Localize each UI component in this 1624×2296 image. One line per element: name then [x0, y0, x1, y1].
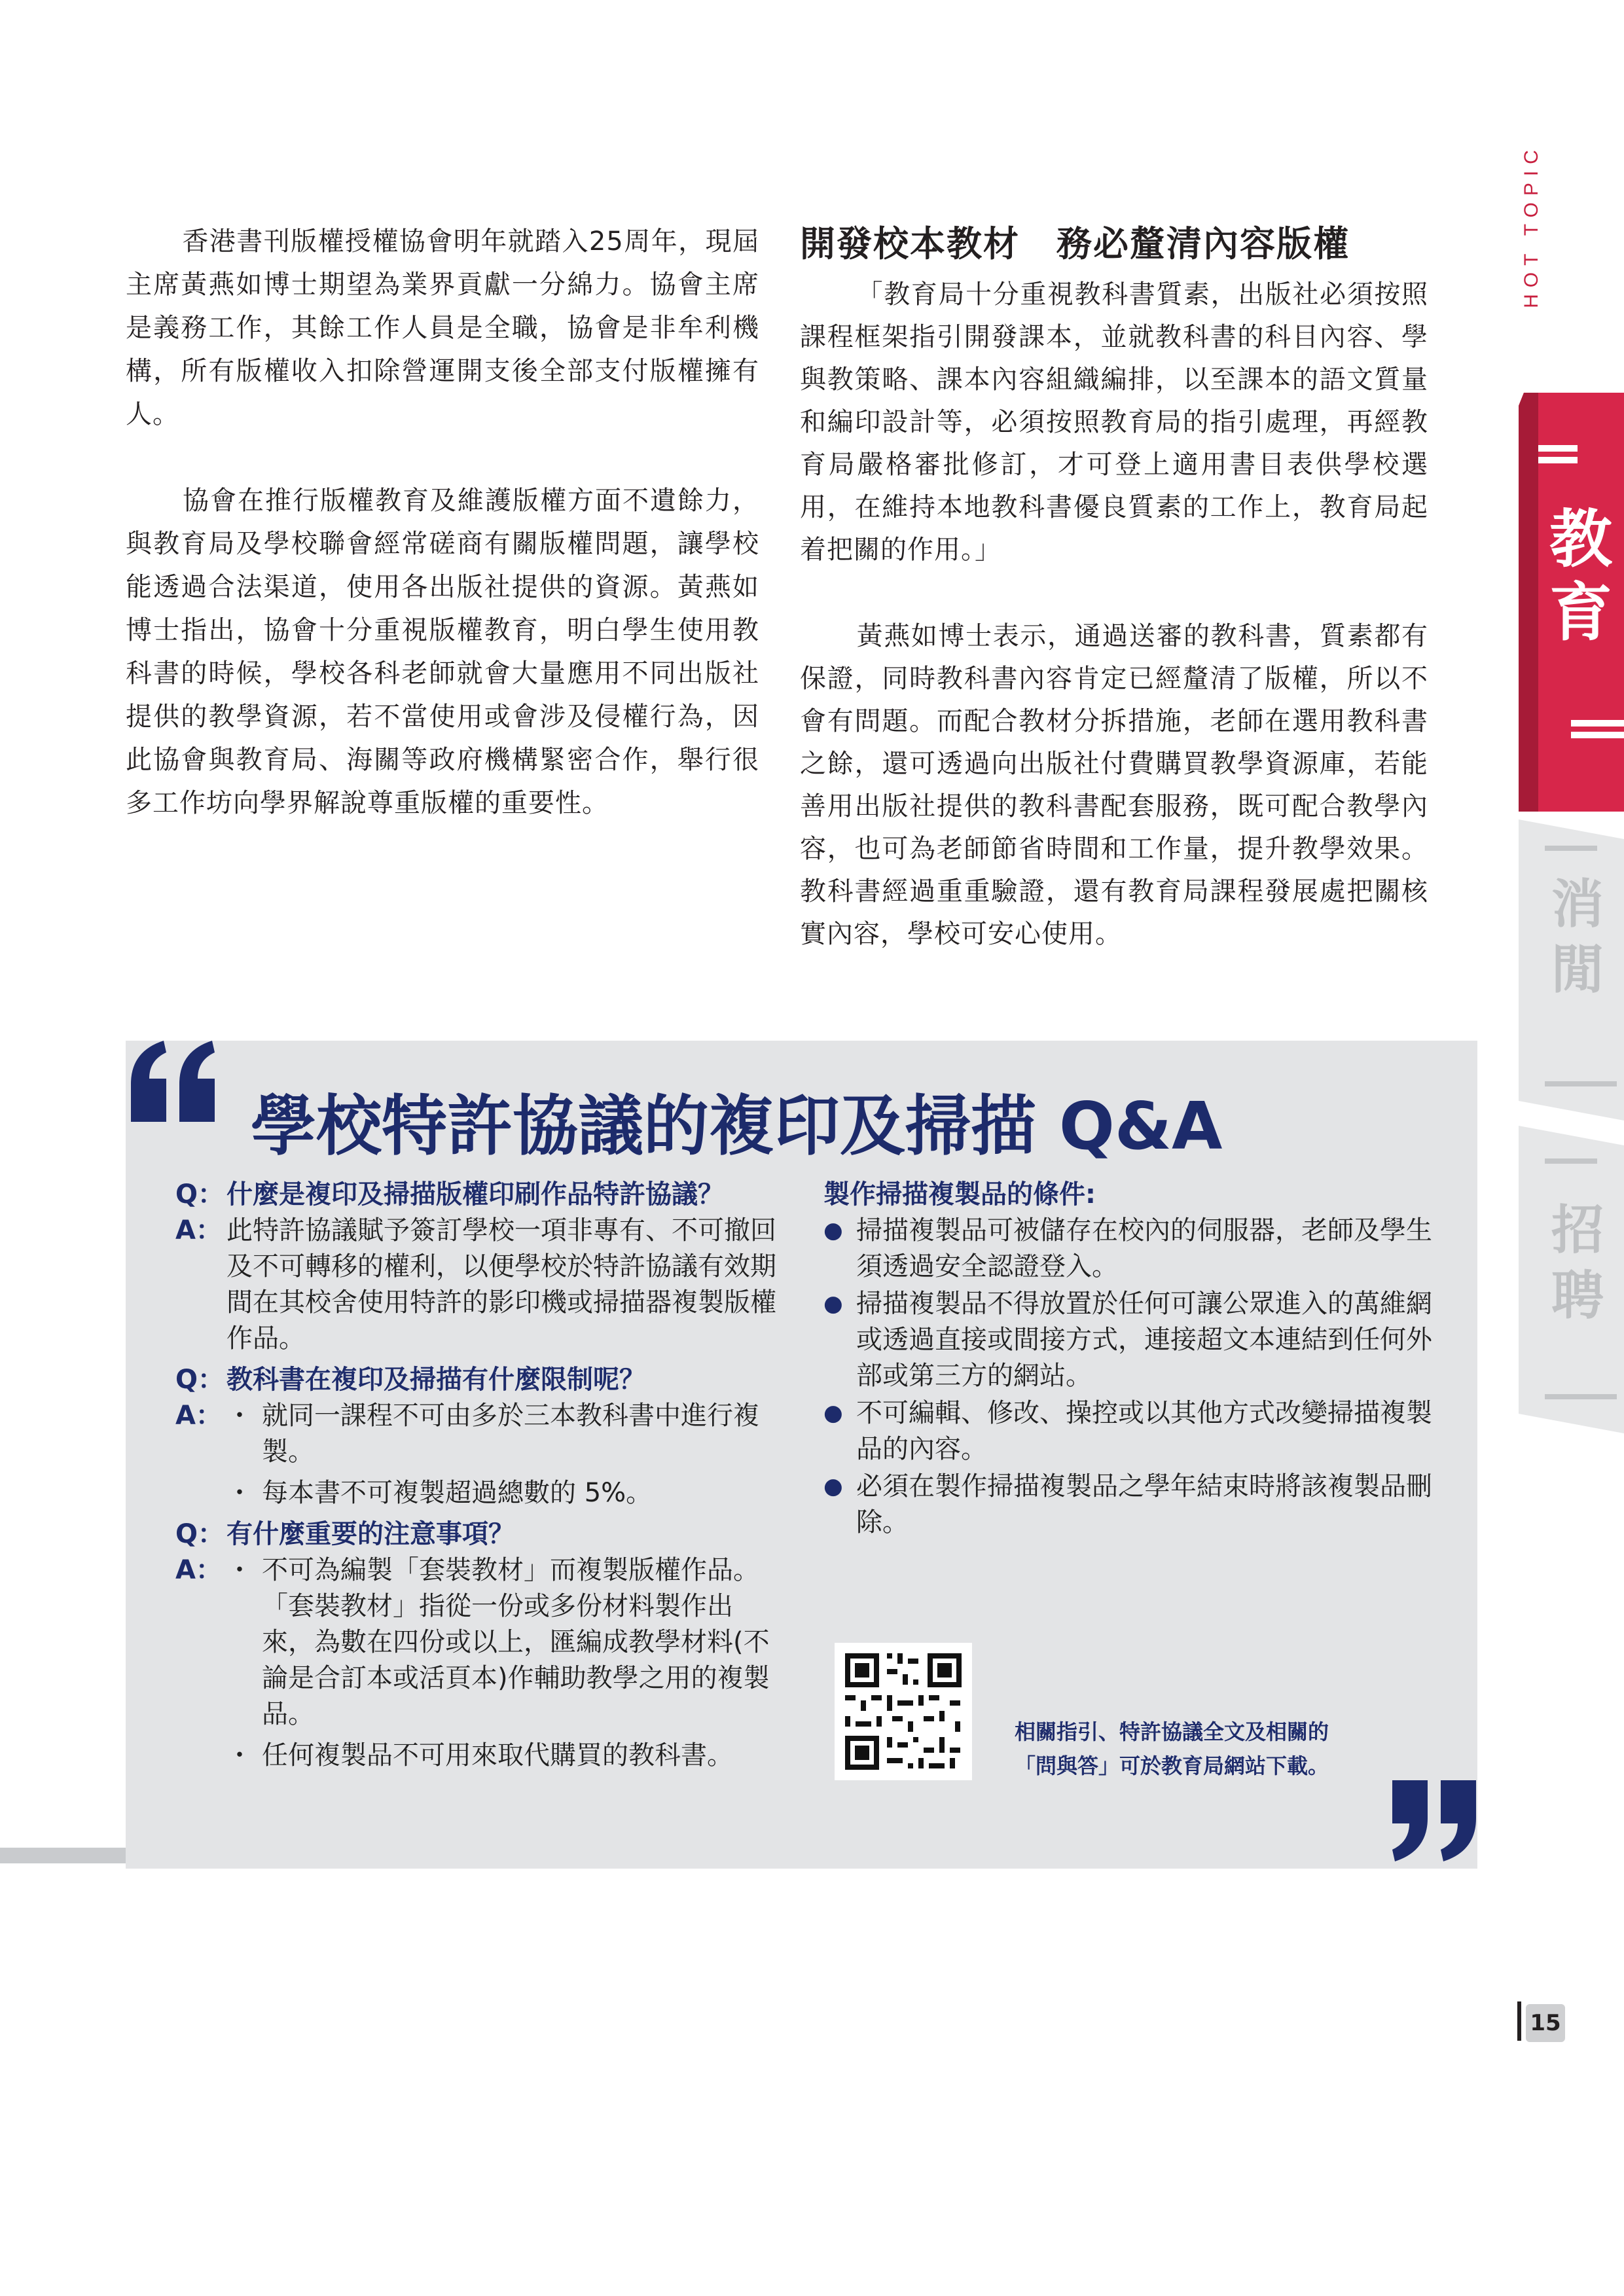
gray-strip [0, 1848, 126, 1863]
page-number-bar [1517, 2001, 1521, 2041]
tab-education[interactable] [1519, 393, 1624, 812]
qa-right-column [823, 1172, 1439, 1542]
section-heading: 開發校本教材 務必釐清內容版權 [800, 223, 1350, 264]
conditions-title: 製作掃描複製品的條件: [823, 1179, 1096, 1210]
right-paragraph-1: 「教育局十分重視教科書質素，出版社必須按照課程框架指引開發課本，並就教科書的科目內容、學與教策略、課本內容組織編排，以至課本的語文質量和編印設計等，必須按照教育局的指引處理，再經教育局嚴格審批修訂，才可登上適用書目表供學校選用，在維持本地教科書優良質素的工作上，教育局起着把關的作用。」 [800, 279, 1428, 565]
answer-3: A： ・ 不可為編製「套裝教材」而複製版權作品。「套裝教材」指從一份或多份材料製作出來，為數在四份或以上，匯編成教學材料(不論是合訂本或活頁本)作輔助教學之用的複製品。 ・ 任何複製品不可用來取代購買的教科書。 [175, 1552, 784, 1774]
tab-leisure-label: 消閒 [1551, 874, 1604, 1000]
tab-jobs[interactable] [1519, 1126, 1624, 1433]
answer-3-item: ・ 任何複製品不可用來取代購買的教科書。 [226, 1740, 733, 1770]
question-3: Q： 有什麼重要的注意事項？ [175, 1519, 514, 1549]
qa-title: 學校特許協議的複印及掃描 Q&A [251, 1088, 1223, 1164]
tab-leisure[interactable] [1519, 819, 1624, 1121]
condition-item: ● 掃描複製品不得放置於任何可讓公眾進入的萬維網或透過直接或間接方式，連接超文本連結到任何外部或第三方的網站。 [823, 1289, 1432, 1391]
answer-1: A： 此特許協議賦予簽訂學校一項非專有、不可撤回及不可轉移的權利，以便學校於特許協議有效期間在其校舍使用特許的影印機或掃描器複製版權作品。 [175, 1215, 776, 1354]
answer-2-item: ・ 就同一課程不可由多於三本教科書中進行複製。 [226, 1401, 759, 1467]
close-quote-icon [1384, 1780, 1483, 1864]
left-paragraph-2: 協會在推行版權教育及維護版權方面不遺餘力，與教育局及學校聯會經常磋商有關版權問題，讓學校能透過合法渠道，使用各出版社提供的資源。黃燕如博士指出，協會十分重視版權教育，明白學生使用教科書的時候，學校各科老師就會大量應用不同出版社提供的教學資源，若不當使用或會涉及侵權行為，因此協會與教育局、海關等政府機構緊密合作，舉行很多工作坊向學界解說尊重版權的重要性。 [126, 486, 759, 818]
open-quote-icon [124, 1038, 223, 1122]
condition-item: ● 不可編輯、修改、操控或以其他方式改變掃描複製品的內容。 [823, 1398, 1432, 1464]
qr-caption: 相關指引、特許協議全文及相關的 「問與答」可於教育局網站下載。 [1014, 1719, 1329, 1778]
condition-item: ● 必須在製作掃描複製品之學年結束時將該複製品刪除。 [823, 1471, 1432, 1537]
left-paragraph-1: 香港書刊版權授權協會明年就踏入25周年，現屆主席黃燕如博士期望為業界貢獻一分綿力。協會主席是義務工作，其餘工作人員是全職，協會是非牟利機構，所有版權收入扣除營運開支後全部支付版權擁有人。 [126, 226, 759, 429]
answer-3-item: ・ 不可為編製「套裝教材」而複製版權作品。「套裝教材」指從一份或多份材料製作出來，為數在四份或以上，匯編成教學材料(不論是合訂本或活頁本)作輔助教學之用的複製品。 [226, 1555, 770, 1729]
question-2: Q： 教科書在複印及掃描有什麼限制呢？ [175, 1365, 645, 1395]
condition-item: ● 掃描複製品可被儲存在校內的伺服器，老師及學生須透過安全認證登入。 [823, 1215, 1432, 1282]
answer-2: A： ・ 就同一課程不可由多於三本教科書中進行複製。 ・ 每本書不可複製超過總數的 5%。 [175, 1398, 784, 1511]
page-number: 15 [1526, 2004, 1565, 2042]
tab-education-label: 教育 [1549, 503, 1612, 649]
tab-jobs-label: 招聘 [1551, 1200, 1604, 1326]
qa-left-column [175, 1172, 784, 1774]
question-1: Q： 什麼是複印及掃描版權印刷作品特許協議？ [175, 1179, 724, 1210]
answer-2-item: ・ 每本書不可複製超過總數的 5%。 [226, 1478, 653, 1508]
right-paragraph-2: 黃燕如博士表示，通過送審的教科書，質素都有保證，同時教科書內容肯定已經釐清了版權，所以不會有問題。而配合教材分拆措施，老師在選用教科書之餘，還可透過向出版社付費購買教學資源庫，若能善用出版社提供的教科書配套服務，既可配合教學內容，也可為老師節省時間和工作量，提升教學效果。教科書經過重重驗證，還有教育局課程發展處把關核實內容，學校可安心使用。 [800, 621, 1428, 949]
hot-topic-label: HOT TOPIC [1521, 143, 1542, 308]
